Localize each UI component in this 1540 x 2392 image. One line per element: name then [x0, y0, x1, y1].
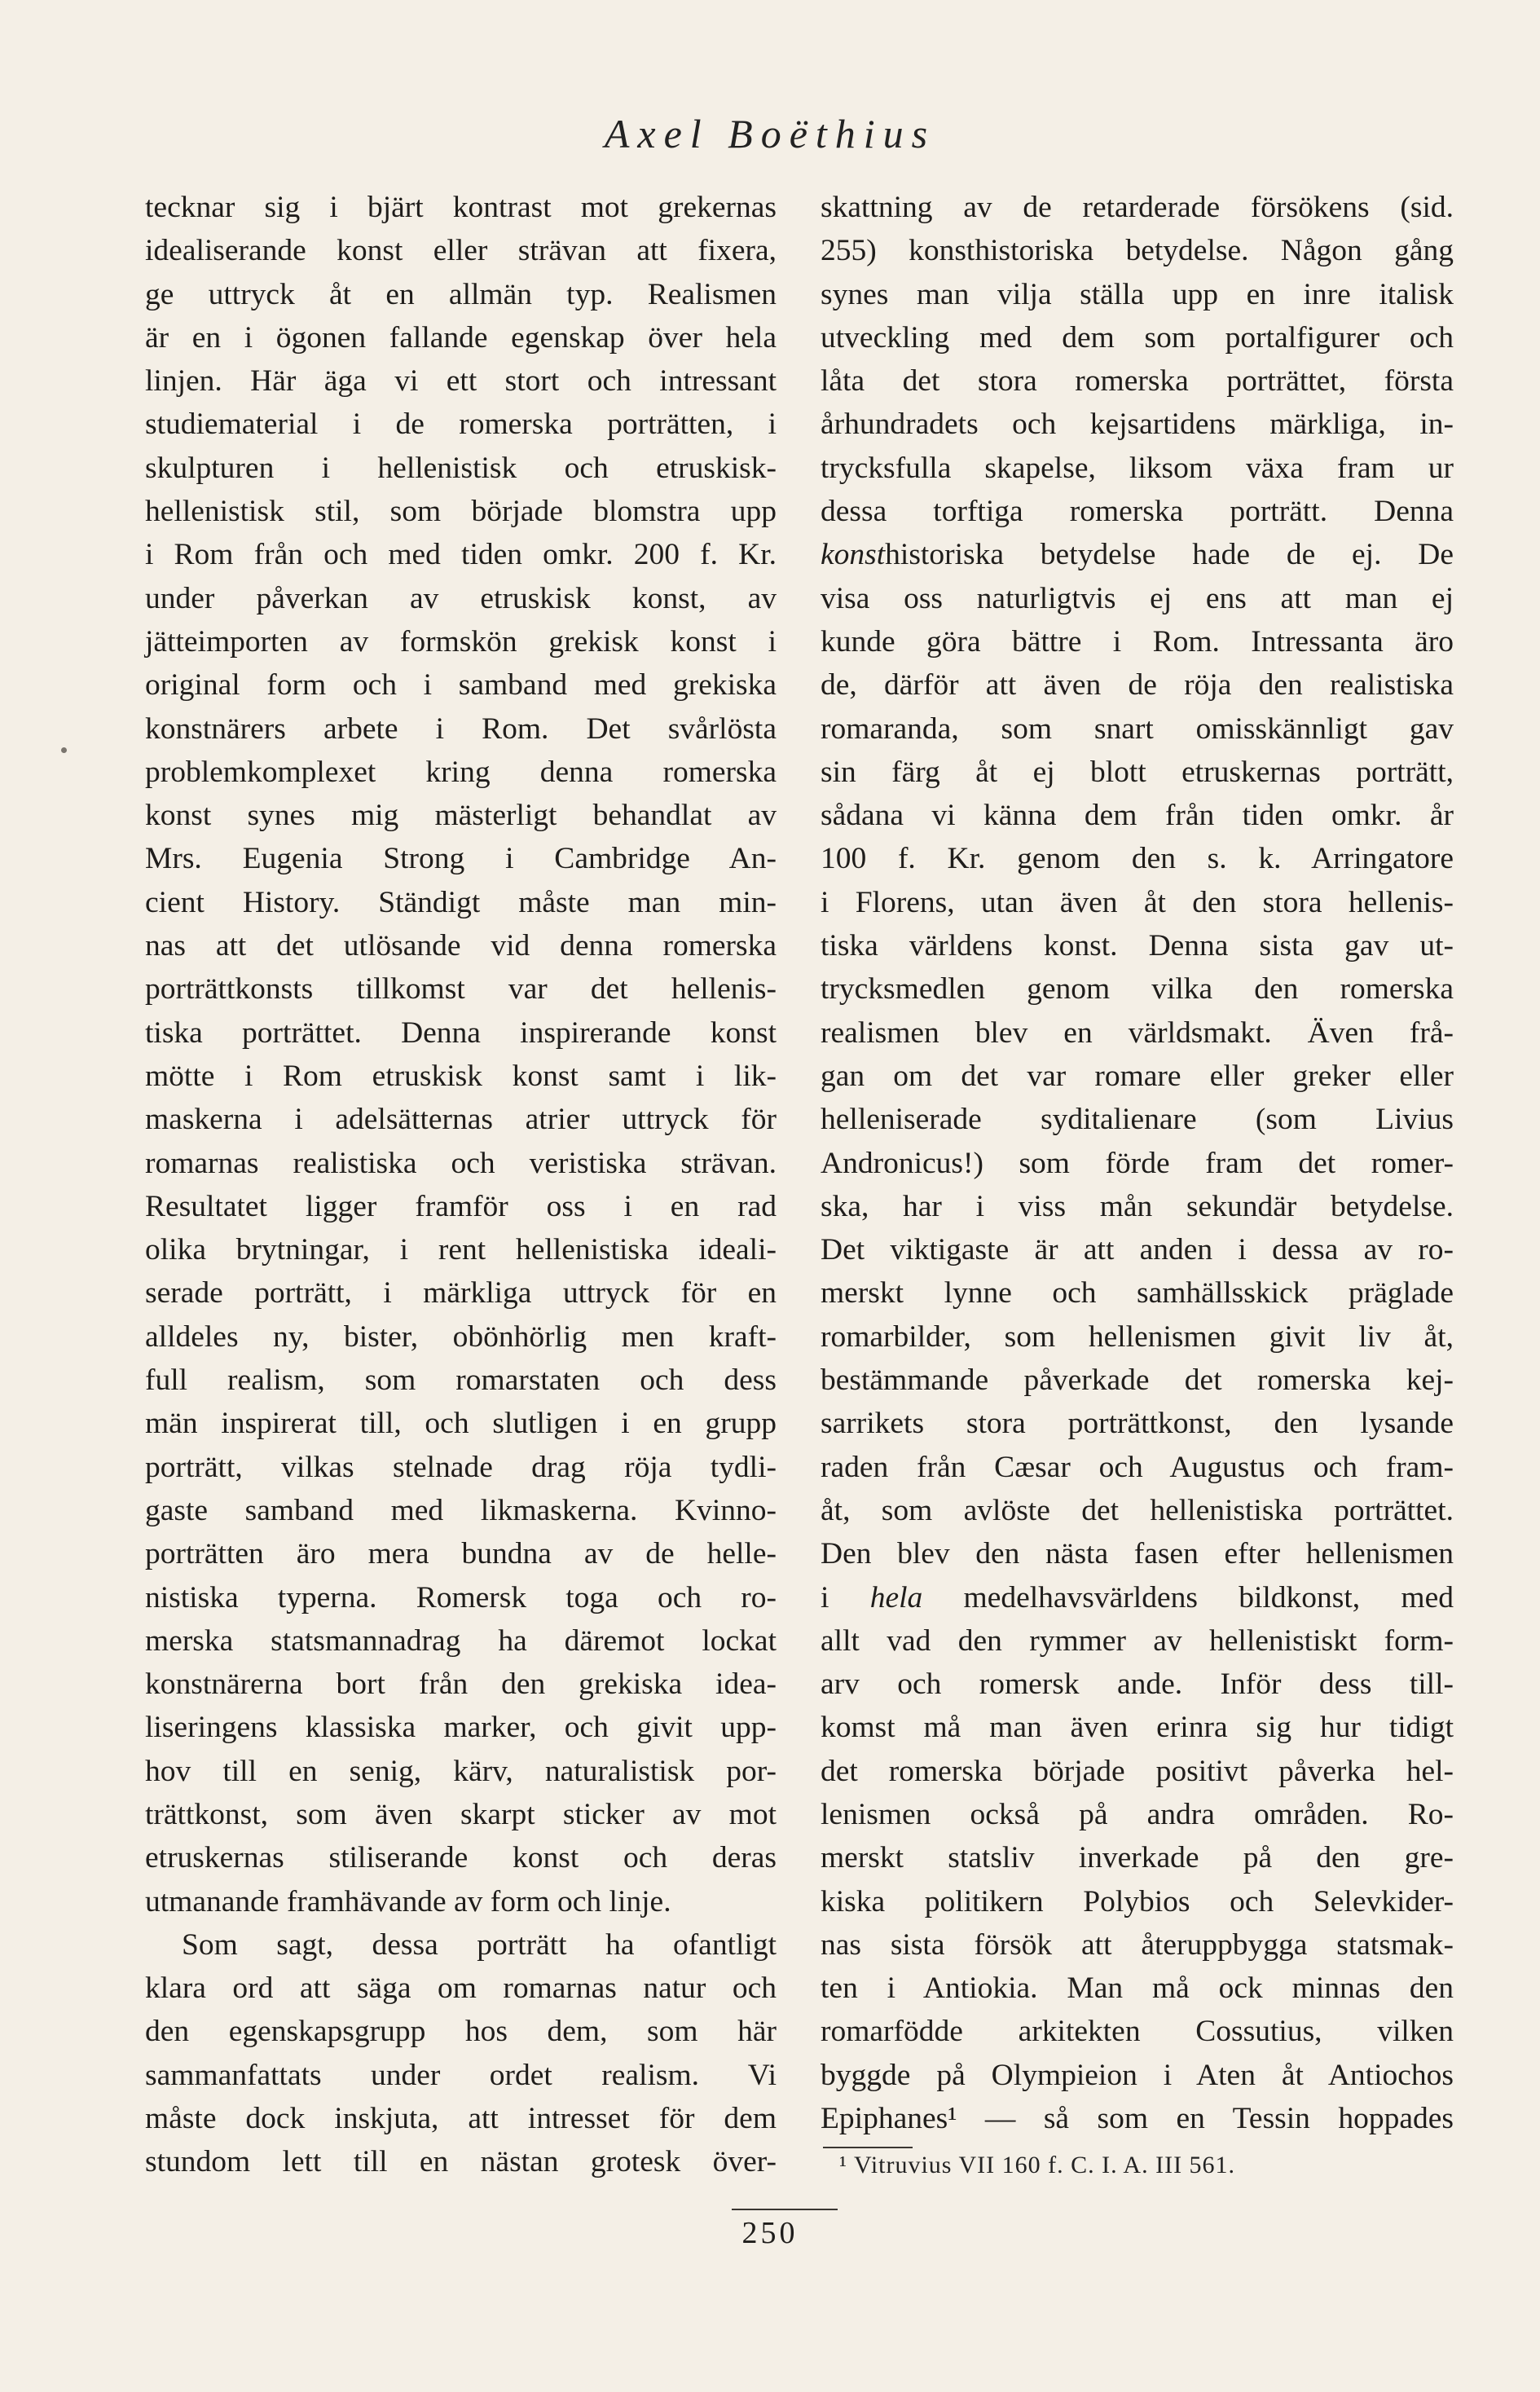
text-line: i hela medelhavsvärldens bildkonst, med [821, 1580, 1454, 1614]
text-line: tiska porträttet. Denna inspirerande konst [145, 1015, 777, 1050]
text-line: 100 f. Kr. genom den s. k. Arringatore [821, 842, 1454, 876]
text-line: merska statsmannadrag ha däremot lockat [145, 1623, 777, 1658]
text-line: stundom lett till en nästan grotesk över- [145, 2145, 777, 2179]
text-line: olika brytningar, i rent hellenistiska ideali- [145, 1233, 777, 1267]
text-line: jätteimporten av formskön grekisk konst i [145, 624, 777, 659]
text-line: merskt statsliv inverkade på den gre- [821, 1841, 1454, 1875]
text-line: full realism, som romarstaten och dess [145, 1363, 777, 1398]
text-line: romarnas realistiska och veristiska strävan. [145, 1146, 777, 1180]
text-line: sarrikets stora porträttkonst, den lysande [821, 1407, 1454, 1441]
text-line: utveckling med dem som portalfigurer och [821, 320, 1454, 355]
text-line: allt vad den rymmer av hellenistiskt form- [821, 1623, 1454, 1658]
text-line: ge uttryck åt en allmän typ. Realismen [145, 277, 777, 311]
text-line: skattning av de retarderade försökens (sid. [821, 191, 1454, 224]
text-line: trycksmedlen genom vilka den romerska [821, 972, 1454, 1007]
text-line: byggde på Olympieion i Aten åt Antiochos [821, 2058, 1454, 2092]
text-line: i Florens, utan även åt den stora hellenis- [821, 885, 1454, 919]
text-line: Resultatet ligger framför oss i en rad [145, 1189, 777, 1223]
text-line: konstnärerna bort från den grekiska idea- [145, 1667, 777, 1702]
text-line: i Rom från och med tiden omkr. 200 f. Kr. [145, 538, 777, 572]
text-line: etruskernas stiliserande konst och deras [145, 1841, 777, 1875]
text-line: kiska politikern Polybios och Selevkider- [821, 1884, 1454, 1918]
text-line: arv och romersk ande. Inför dess till- [821, 1667, 1454, 1702]
text-line: konsthistoriska betydelse hade de ej. De [821, 538, 1454, 572]
text-line: Mrs. Eugenia Strong i Cambridge An- [145, 842, 777, 876]
text-line: gan om det var romare eller greker eller [821, 1059, 1454, 1093]
text-line: porträtten äro mera bundna av de helle- [145, 1537, 777, 1571]
text-line: original form och i samband med grekiska [145, 668, 777, 703]
text-line: alldeles ny, bister, obönhörlig men kraft- [145, 1319, 777, 1354]
text-line: merskt lynne och samhällsskick präglade [821, 1276, 1454, 1311]
text-line: hov till en senig, kärv, naturalistisk por- [145, 1754, 777, 1788]
text-line: är en i ögonen fallande egenskap över hela [145, 320, 777, 355]
text-line: Som sagt, dessa porträtt ha ofantligt [182, 1927, 777, 1962]
text-line: konst synes mig mästerligt behandlat av [145, 799, 777, 833]
text-line: Det viktigaste är att anden i dessa av ro- [821, 1233, 1454, 1267]
text-line: gaste samband med likmaskerna. Kvinno- [145, 1493, 777, 1527]
text-line: studiematerial i de romerska porträtten, i [145, 407, 777, 442]
margin-dot [61, 747, 67, 753]
right-column [821, 186, 1454, 2140]
text-line: idealiserande konst eller strävan att fixera, [145, 234, 777, 268]
text-line: porträttkonsts tillkomst var det hellenis- [145, 972, 777, 1007]
text-line: Epiphanes¹ — så som en Tessin hoppades [821, 2102, 1454, 2136]
text-line: klara ord att säga om romarnas natur och [145, 1971, 777, 2006]
text-line: hellenistisk stil, som började blomstra upp [145, 495, 777, 529]
footnote-rule [823, 2147, 913, 2148]
text-line: serade porträtt, i märkliga uttryck för en [145, 1276, 777, 1311]
left-column [145, 186, 777, 2184]
text-line: århundradets och kejsartidens märkliga, in- [821, 407, 1454, 442]
text-line: ska, har i viss mån sekundär betydelse. [821, 1189, 1454, 1223]
text-line: under påverkan av etruskisk konst, av [145, 581, 777, 615]
text-line: tecknar sig i bjärt kontrast mot grekernas [145, 191, 777, 224]
text-line: den egenskapsgrupp hos dem, som här [145, 2015, 777, 2049]
text-line: nas att det utlösande vid denna romerska [145, 929, 777, 963]
page-number-rule [732, 2209, 838, 2210]
text-line: realismen blev en världsmakt. Även frå- [821, 1015, 1454, 1050]
text-line: måste dock inskjuta, att intresset för dem [145, 2102, 777, 2136]
text-line: sammanfattats under ordet realism. Vi [145, 2058, 777, 2092]
text-line: synes man vilja ställa upp en inre italisk [821, 277, 1454, 311]
text-line: tiska världens konst. Denna sista gav ut- [821, 929, 1454, 963]
text-line: helleniserade syditalienare (som Livius [821, 1103, 1454, 1137]
text-line: lenismen också på andra områden. Ro- [821, 1797, 1454, 1831]
text-line: trättkonst, som även skarpt sticker av mot [145, 1797, 777, 1831]
text-line: Andronicus!) som förde fram det romer- [821, 1146, 1454, 1180]
text-line: 255) konsthistoriska betydelse. Någon gång [821, 234, 1454, 268]
text-line: mötte i Rom etruskisk konst samt i lik- [145, 1059, 777, 1093]
text-line: porträtt, vilkas stelnade drag röja tydli- [145, 1450, 777, 1484]
text-line: utmanande framhävande av form och linje. [145, 1884, 671, 1918]
text-line: bestämmande påverkade det romerska kej- [821, 1363, 1454, 1398]
text-line: nistiska typerna. Romersk toga och ro- [145, 1580, 777, 1614]
text-line: det romerska började positivt påverka hel- [821, 1754, 1454, 1788]
running-head: Axel Boëthius [604, 111, 936, 156]
page-number: 250 [741, 2216, 799, 2250]
text-line: män inspirerat till, och slutligen i en grupp [145, 1407, 777, 1441]
text-line: visa oss naturligtvis ej ens att man ej [821, 581, 1454, 615]
text-line: åt, som avlöste det hellenistiska porträttet. [821, 1493, 1454, 1527]
text-line: linjen. Här äga vi ett stort och intressant [145, 364, 777, 399]
text-line: de, därför att även de röja den realistiska [821, 668, 1454, 703]
text-line: komst må man även erinra sig hur tidigt [821, 1711, 1454, 1745]
footnote: ¹ Vitruvius VII 160 f. C. I. A. III 561. [839, 2152, 1236, 2178]
text-line: romarfödde arkitekten Cossutius, vilken [821, 2015, 1454, 2049]
text-line: låta det stora romerska porträttet, första [821, 364, 1454, 399]
text-line: Den blev den nästa fasen efter hellenismen [821, 1537, 1454, 1571]
text-line: konstnärers arbete i Rom. Det svårlösta [145, 711, 777, 746]
text-line: cient History. Ständigt måste man min- [145, 885, 777, 919]
text-line: dessa torftiga romerska porträtt. Denna [821, 495, 1454, 529]
text-line: sin färg åt ej blott etruskernas porträtt, [821, 755, 1454, 789]
text-line: romaranda, som snart omisskännligt gav [821, 711, 1454, 746]
text-line: skulpturen i hellenistisk och etruskisk- [145, 451, 777, 485]
text-line: problemkomplexet kring denna romerska [145, 755, 777, 789]
text-line: trycksfulla skapelse, liksom växa fram ur [821, 451, 1454, 485]
text-line: liseringens klassiska marker, och givit upp- [145, 1711, 777, 1745]
text-line: maskerna i adelsätternas atrier uttryck för [145, 1103, 777, 1137]
text-line: kunde göra bättre i Rom. Intressanta äro [821, 624, 1454, 659]
text-line: sådana vi känna dem från tiden omkr. år [821, 799, 1454, 833]
text-line: nas sista försök att återuppbygga statsmak- [821, 1927, 1454, 1962]
text-line: raden från Cæsar och Augustus och fram- [821, 1450, 1454, 1484]
text-line: ten i Antiokia. Man må ock minnas den [821, 1971, 1454, 2006]
text-line: romarbilder, som hellenismen givit liv åt, [821, 1319, 1454, 1354]
